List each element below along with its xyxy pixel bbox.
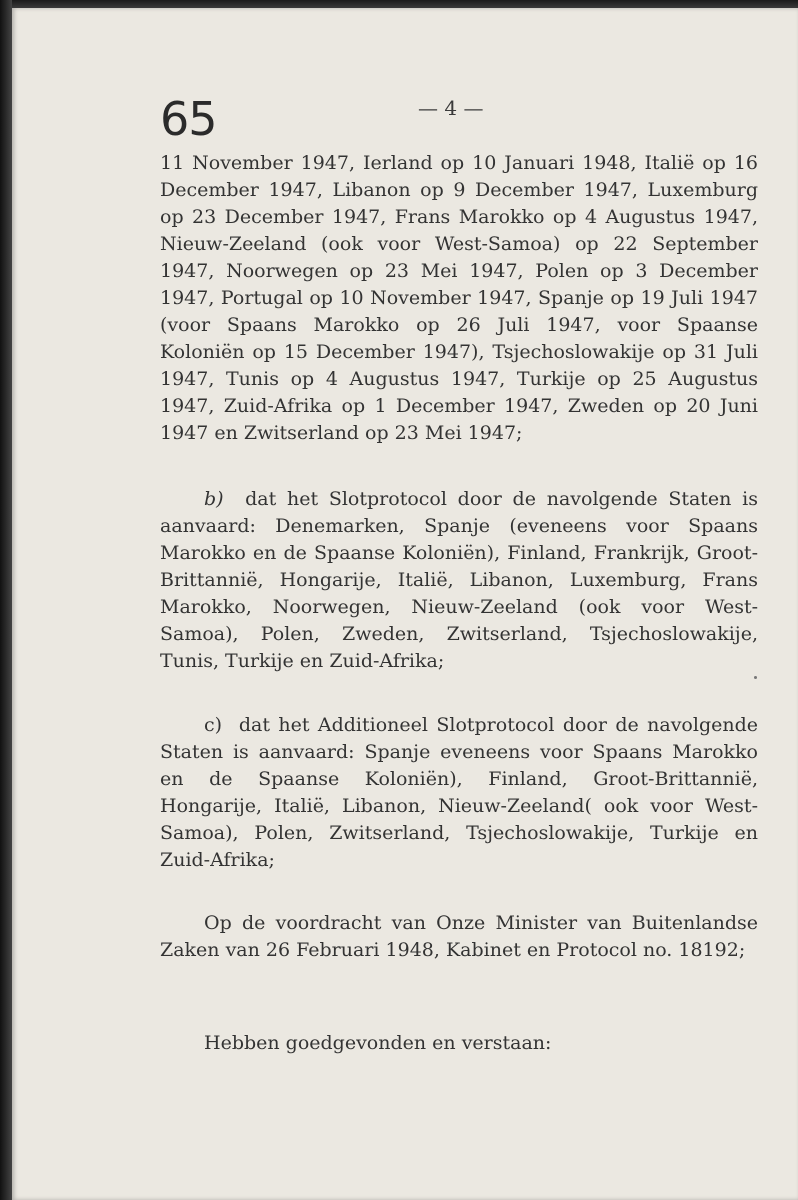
paragraph-c-additioneel (160, 712, 758, 874)
scan-edge-left (0, 0, 12, 1200)
paragraph-b-text: dat het Slotprotocol door de navolgende Staten is aanvaard: Denemarken, Spanje (eveneens voor Spaans Marokko en de Spaanse Koloniën), Finland, Frankrijk, Groot-Brittannië, Hongarije, Italië, Libanon, Luxemburg, Frans Marokko, Noorwegen, Nieuw-Zeeland (ook voor West-Samoa), Polen, Zweden, Zwitserland, Tsjechoslowakije, Tunis, Turkije en Zuid-Afrika; (160, 488, 758, 672)
paragraph-b-marker: b) (204, 488, 224, 510)
paragraph-ratification-dates: 11 November 1947, Ierland op 10 Januari 1948, Italië op 16 December 1947, Libanon op 9 December 1947, Luxemburg op 23 December 1947, Frans Marokko op 4 Augustus 1947, Nieuw-Zeeland (ook voor West-Samoa) op 22 September 1947, Noorwegen op 23 Mei 1947, Polen op 3 December 1947, Portugal op 10 November 1947, Spanje op 19 Juli 1947 (voor Spaans Marokko op 26 Juli 1947, voor Spaanse Koloniën op 15 December 1947), Tsjechoslowakije op 31 Juli 1947, Tunis op 4 Augustus 1947, Turkije op 25 Augustus 1947, Zuid-Afrika op 1 December 1947, Zweden op 20 Juni 1947 en Zwitserland op 23 Mei 1947; (160, 152, 758, 444)
scan-edge-top (0, 0, 798, 8)
paragraph-voordracht: Op de voordracht van Onze Minister van Buitenlandse Zaken van 26 Februari 1948, Kabinet en Protocol no. 18192; (160, 912, 758, 961)
paragraph-b-slotprotocol (160, 486, 758, 675)
paper-speck (754, 676, 757, 679)
paragraph-c-marker: c) (204, 714, 223, 736)
archive-number: 65 (160, 92, 217, 146)
paragraph-closing: Hebben goedgevonden en verstaan: (204, 1032, 552, 1054)
paragraph-c-text: dat het Additioneel Slotprotocol door de navolgende Staten is aanvaard: Spanje eveneens voor Spaans Marokko en de Spaanse Koloniën), Finland, Groot-Brittannië, Hongarije, Italië, Libanon, Nieuw-Zeeland( ook voor West-Samoa), Polen, Zwitserland, Tsjechoslowakije, Turkije en Zuid-Afrika; (160, 714, 758, 871)
page-number: — 4 — (418, 96, 484, 120)
